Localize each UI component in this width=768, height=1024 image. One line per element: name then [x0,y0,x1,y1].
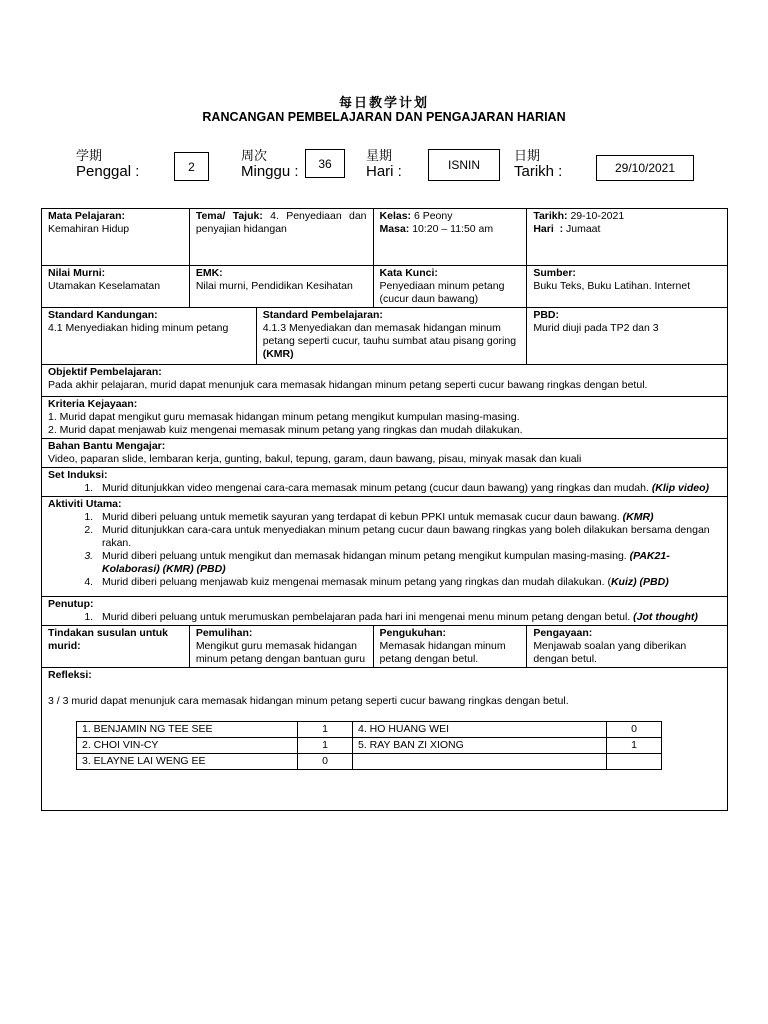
student-name: 5. RAY BAN ZI XIONG [353,738,607,754]
row-values [42,266,728,308]
cell-set-induksi [42,468,728,497]
pengayaan-label: Pengayaan: [533,627,593,639]
hari-label-zh: 星期 [366,149,393,164]
row-bahan [42,439,728,468]
row-objektif [42,365,728,397]
kelas-value: 6 Peony [411,210,453,222]
cell-pemulihan [189,626,373,668]
minggu-value-box: 36 [305,149,345,178]
penutup-label: Penutup: [48,598,94,610]
cell-refleksi [42,668,728,811]
masa-label: Masa: [379,223,410,235]
tarikh-value-table: 29-10-2021 [567,210,625,222]
student-name [353,754,607,770]
standard-kandungan-label: Standard Kandungan: [48,309,158,321]
cell-mata-pelajaran [42,209,190,266]
kriteria-label: Kriteria Kejayaan: [48,398,138,410]
hari-value-box: ISNIN [428,149,500,181]
cell-tema [189,209,373,266]
hari-label-table: Hari : [533,223,564,235]
row-refleksi [42,668,728,811]
hari-label: Hari : [366,163,402,180]
tindakan-label: Tindakan susulan untuk murid: [48,627,168,652]
penutup-item-1: 1. Murid diberi peluang untuk merumuskan pembelajaran pada hari ini mengenai menu minum petang dengan betul. (Jot thought) [96,611,721,624]
nilai-murni-label: Nilai Murni: [48,267,106,279]
tarikh-label-zh: 日期 [514,149,541,164]
mata-pelajaran-label: Mata Pelajaran: [48,210,126,222]
cell-objektif [42,365,728,397]
student-table [76,721,662,770]
masa-value: 10:20 – 11:50 am [409,223,494,235]
kelas-label: Kelas: [379,210,412,222]
objektif-label: Objektif Pembelajaran: [48,366,162,378]
aktiviti-item-3: 3. Murid diberi peluang untuk mengikut dan memasak hidangan minum petang mengikut kumpulan masing-masing. (PAK21-Kolaborasi) (KMR) (PBD) [96,550,721,576]
kriteria-line-1: 1. Murid dapat mengikut guru memasak hidangan minum petang mengikut kumpulan masing-masing. [48,411,520,423]
student-score: 0 [298,754,353,770]
bahan-label: Bahan Bantu Mengajar: [48,440,166,452]
hari-value-table: Jumaat [563,223,601,235]
emk-label: EMK: [195,267,223,279]
row-penutup [42,597,728,626]
cell-standard-pembelajaran [256,308,527,365]
aktiviti-item-4: 4. Murid diberi peluang menjawab kuiz mengenai memasak minum petang yang ringkas dan mudah dilakukan. (Kuiz) (PBD) [96,576,721,589]
cell-emk [189,266,373,308]
cell-kriteria [42,397,728,439]
cell-tindakan-label [42,626,190,668]
cell-sumber [527,266,728,308]
student-name: 2. CHOI VIN-CY [77,738,298,754]
cell-tarikh [527,209,728,266]
student-score: 1 [298,738,353,754]
tarikh-label: Tarikh : [514,163,563,180]
student-name: 1. BENJAMIN NG TEE SEE [77,722,298,738]
cell-bahan [42,439,728,468]
kriteria-line-2: 2. Murid dapat menjawab kuiz mengenai memasak minum petang yang ringkas dan mudah dilakukan. [48,424,523,436]
student-name: 4. HO HUANG WEI [353,722,607,738]
minggu-label-zh: 周次 [241,149,268,164]
pengayaan-value: Menjawab soalan yang diberikan dengan betul. [533,640,687,665]
refleksi-summary: 3 / 3 murid dapat menunjuk cara memasak hidangan minum petang seperti cucur bawang ringkas dengan betul. [48,695,569,707]
cell-kelas [373,209,527,266]
nilai-murni-value: Utamakan Keselamatan [48,280,161,292]
cell-pengukuhan [373,626,527,668]
student-row [77,722,662,738]
penggal-value-box: 2 [174,152,209,181]
cell-standard-kandungan [42,308,257,365]
pemulihan-value: Mengikut guru memasak hidangan minum petang dengan bantuan guru [195,640,366,665]
minggu-label: Minggu : [241,163,299,180]
aktiviti-label: Aktiviti Utama: [48,498,122,510]
row-aktiviti [42,497,728,597]
student-score [607,754,662,770]
tarikh-value-box: 29/10/2021 [596,155,694,181]
student-score: 1 [607,738,662,754]
cell-kata-kunci [373,266,527,308]
pengukuhan-value: Memasak hidangan minum petang dengan betul. [379,640,506,665]
row-set-induksi [42,468,728,497]
set-induksi-label: Set Induksi: [48,469,108,481]
refleksi-label: Refleksi: [48,669,92,681]
pbd-value: Murid diuji pada TP2 dan 3 [533,322,659,334]
student-score: 0 [607,722,662,738]
aktiviti-item-2: 2. Murid ditunjukkan cara-cara untuk menyediakan minum petang cucur daun bawang ringkas yang boleh dilakukan bersama dengan rakan. [96,524,721,550]
penggal-label: Penggal : [76,163,140,180]
pbd-label: PBD: [533,309,559,321]
bahan-value: Video, paparan slide, lembaran kerja, gunting, bakul, tepung, garam, daun bawang, pisau, minyak masak dan kuali [48,453,582,465]
standard-pembelajaran-label: Standard Pembelajaran: [262,309,383,321]
row-subject [42,209,728,266]
kata-kunci-label: Kata Kunci: [379,267,438,279]
kmr-tag: (KMR) [262,348,294,360]
objektif-value: Pada akhir pelajaran, murid dapat menunjuk cara memasak hidangan minum petang seperti cucur bawang ringkas dengan betul. [48,379,648,391]
standard-pembelajaran-value: 4.1.3 Menyediakan dan memasak hidangan minum petang seperti cucur, tauhu sumbat atau pisang goring [262,322,517,347]
row-standards [42,308,728,365]
tema-value: 4. Penyediaan dan penyajian hidangan [195,210,367,235]
lesson-plan-table [41,208,728,811]
jot-thought-tag: (Jot thought) [633,611,698,623]
cell-penutup [42,597,728,626]
mata-pelajaran-value: Kemahiran Hidup [48,223,130,235]
doc-title-chinese: 每日教学计划 [338,96,429,111]
student-score: 1 [298,722,353,738]
student-row [77,754,662,770]
klip-video-tag: (Klip video) [651,482,709,494]
cell-aktiviti [42,497,728,597]
sumber-value: Buku Teks, Buku Latihan. Internet [533,280,691,292]
doc-title-malay: RANCANGAN PEMBELAJARAN DAN PENGAJARAN HARIAN [202,110,566,124]
emk-value: Nilai murni, Pendidikan Kesihatan [195,280,353,292]
aktiviti-item-1: 1. Murid diberi peluang untuk memetik sayuran yang terdapat di kebun PPKI untuk memasak cucur daun bawang. (KMR) [96,511,721,524]
standard-kandungan-value: 4.1 Menyediakan hiding minum petang [48,322,229,334]
student-row [77,738,662,754]
pengukuhan-label: Pengukuhan: [379,627,447,639]
tema-label: Tema/ Tajuk: [195,210,263,222]
set-induksi-item-1: 1. Murid ditunjukkan video mengenai cara-cara memasak minum petang (cucur daun bawang) yang ringkas dan mudah. (Klip video) [96,482,721,495]
row-kriteria [42,397,728,439]
cell-pbd [527,308,728,365]
row-tindakan [42,626,728,668]
cell-pengayaan [527,626,728,668]
tarikh-label-table: Tarikh: [533,210,568,222]
student-name: 3. ELAYNE LAI WENG EE [77,754,298,770]
penggal-label-zh: 学期 [76,149,103,164]
kata-kunci-value: Penyediaan minum petang (cucur daun bawang) [379,280,505,305]
cell-nilai-murni [42,266,190,308]
pemulihan-label: Pemulihan: [195,627,253,639]
sumber-label: Sumber: [533,267,576,279]
